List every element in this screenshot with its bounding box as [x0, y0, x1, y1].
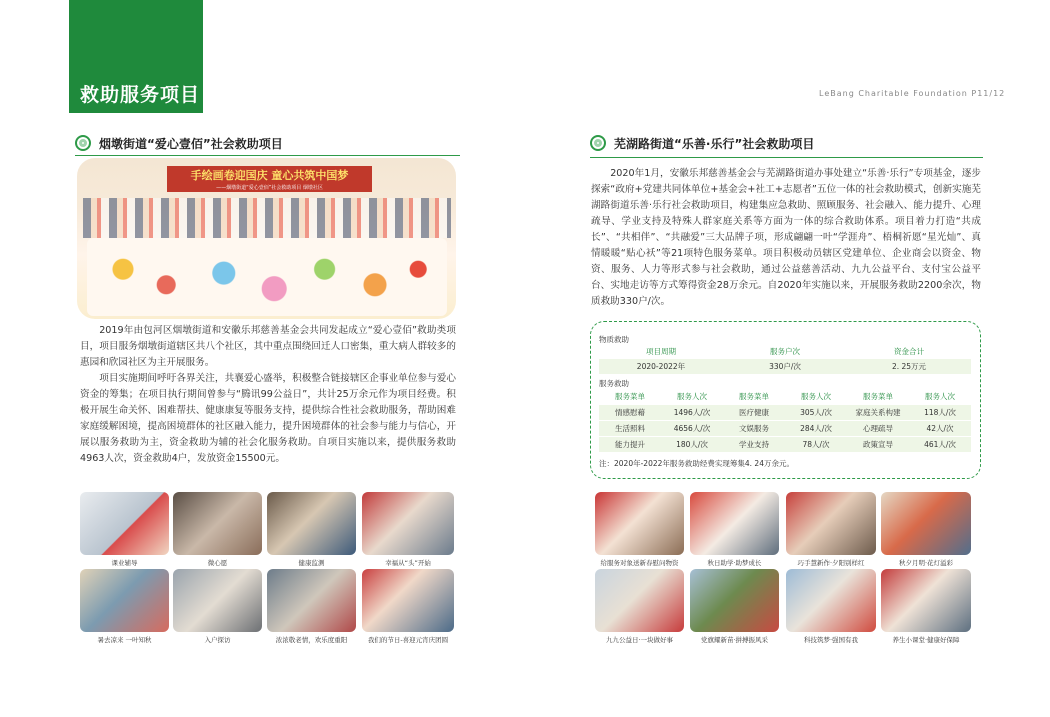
running-head: LeBang Charitable Foundation P11/12	[819, 89, 1006, 98]
right-section-heading	[590, 133, 814, 153]
service-relief-label: 服务救助	[599, 379, 629, 388]
photo-party-flag	[690, 569, 779, 632]
data-cell: 330户/次	[769, 362, 801, 371]
header-cell: 服务人次	[677, 392, 707, 401]
material-table	[599, 344, 971, 376]
material-relief-label: 物质救助	[599, 335, 629, 344]
table-note: 注：2020年-2022年服务救助经费实现筹集4. 24万余元。	[599, 459, 794, 468]
header-cell: 服务人次	[925, 392, 955, 401]
left-section-heading	[75, 133, 283, 153]
data-cell: 心理疏导	[863, 424, 893, 433]
caption: 暑去凉来 一叶知秋	[97, 636, 152, 644]
header-cell: 服务户次	[770, 347, 800, 356]
circle-bullet-icon	[75, 135, 91, 151]
photo-new-year-gifts	[595, 492, 684, 555]
photo-craft	[786, 492, 876, 555]
header-cell: 资金合计	[894, 347, 924, 356]
data-cell: 42人/次	[926, 424, 954, 433]
section-tab	[69, 0, 203, 113]
data-cell: 2. 25万元	[891, 362, 927, 371]
caption: 党旗耀新苗·拼搏振风采	[700, 636, 769, 644]
caption: 我们的节日-喜迎元宵庆团圆	[367, 636, 449, 644]
material-data-row	[599, 359, 971, 374]
children-group	[83, 198, 451, 238]
caption: 幸福从“头”开始	[385, 559, 431, 567]
circle-bullet-icon	[590, 135, 606, 151]
header-cell: 服务菜单	[739, 392, 769, 401]
data-cell: 180人/次	[676, 440, 708, 449]
data-cell: 118人/次	[924, 408, 956, 417]
right-body	[591, 166, 981, 310]
relief-stats-box	[590, 321, 981, 479]
photo-haircut	[362, 492, 454, 555]
photo-autumn	[80, 569, 169, 632]
caption: 给服务对象送新春慰问物资	[600, 559, 679, 567]
material-header-row	[599, 344, 971, 359]
table-row	[599, 421, 971, 436]
caption: 养生小课堂·健康好保障	[892, 636, 960, 644]
data-cell: 461人/次	[924, 440, 956, 449]
left-body	[80, 323, 456, 467]
data-cell: 情感慰藉	[615, 408, 645, 417]
data-cell: 学业支持	[739, 440, 769, 449]
hero-banner-sub: ——烟墩街道“爱心壹佰”社会救助项目 烟墩社区	[216, 185, 323, 191]
section-tab-title: 救助服务项目	[80, 84, 201, 106]
photo-lanterns	[881, 492, 971, 555]
photo-99-charity-day	[595, 569, 684, 632]
data-cell: 家庭关系构建	[855, 408, 901, 417]
header-cell: 服务菜单	[615, 392, 645, 401]
photo-health	[267, 492, 356, 555]
data-cell: 文娱服务	[739, 424, 769, 433]
data-cell: 4656人/次	[673, 424, 711, 433]
caption: 科技筑梦·强国有我	[803, 636, 859, 644]
table-row	[599, 437, 971, 452]
data-cell: 284人/次	[800, 424, 832, 433]
caption: 秋夕月明·花灯溢彩	[898, 559, 954, 567]
photo-elder-care	[267, 569, 356, 632]
caption: 健康监测	[298, 559, 325, 567]
right-paragraph: 2020年1月，安徽乐邦慈善基金会与芜湖路街道办事处建立“乐善·乐行”专项基金，逐步探索“政府+党建共同体单位+基金会+社工+志愿者”五位一体的社会救助模式，创新实施芜湖路街道乐善·乐行社会救助项目，构建集应急救助、照顾服务、社会融入、能力提升、心理疏导、学业支持及特殊人群家庭关系等方面为一体的综合救助体系。项目着力打造“共成长”、“共相伴”、“共融爱”三大品牌子项，形成翩翩一叶“学涯舟”、梧桐祈愿“星光灿”、真情暖暖“贴心袄”等21项特色服务菜单。项目积极动员辖区党建单位、企业商会以资金、物资、服务、人力等形式参与社会救助，通过公益慈善活动、九九公益平台、支付宝公益平台、实地走访等方式筹得资金28万余元。自2020年实施以来，开展服务救助2200余次，物质救助330户/次。	[591, 168, 981, 307]
photo-autumn-study	[690, 492, 779, 555]
data-cell: 1496人/次	[673, 408, 711, 417]
header-cell: 服务菜单	[863, 392, 893, 401]
service-header-row	[599, 389, 971, 404]
header-cell: 服务人次	[801, 392, 831, 401]
right-section-rule	[590, 157, 983, 158]
data-cell: 生活照料	[615, 424, 645, 433]
caption: 巧手慧新作·夕阳别样红	[797, 559, 865, 567]
left-paragraph-2: 项目实施期间呼吁各界关注，共襄爱心盛举，积极整合链接辖区企事业单位参与爱心资金的筹集；在项目执行期间曾参与“腾讯99公益日”，共计25万余元作为项目经费。积极开展生命关怀、困难帮扶、健康康复等服务支持，提供综合性社会救助服务，帮助困难家庭缓解困境，提高困境群体的社区融入能力，提升困境群体的社会参与能力与信心，开展以服务救助为主，资金救助为辅的社会化服务救助。自项目实施以来，提供服务救助4963人次，资金救助4户，发放资金15500元。	[80, 373, 456, 464]
caption: 入户探访	[204, 636, 231, 644]
left-section-title: 烟墩街道“爱心壹佰”社会救助项目	[99, 136, 283, 151]
caption: 课业辅导	[111, 559, 138, 567]
left-paragraph-1: 2019年由包河区烟墩街道和安徽乐邦慈善基金会共同发起成立“爱心壹佰”救助类项目，项目服务烟墩街道辖区共八个社区，其中重点围绕回迁人口密集，重大病人群较多的惠园和欣园社区为主开展服务。	[80, 325, 456, 368]
photo-lantern-festival	[362, 569, 454, 632]
photo-health-class	[881, 569, 971, 632]
hero-banner	[167, 166, 372, 192]
photo-tutoring	[80, 492, 169, 555]
hero-photo	[77, 158, 456, 319]
data-cell: 政策宣导	[863, 440, 893, 449]
right-section-title: 芜湖路街道“乐善·乐行”社会救助项目	[614, 136, 815, 151]
service-table	[599, 389, 971, 453]
header-cell: 项目周期	[646, 347, 676, 356]
caption: 秋日助学·助梦成长	[707, 559, 762, 567]
data-cell: 能力提升	[615, 440, 645, 449]
left-section-rule	[75, 155, 460, 156]
data-cell: 78人/次	[802, 440, 830, 449]
photo-home-visit	[173, 569, 262, 632]
data-cell: 305人/次	[800, 408, 832, 417]
caption: 浓浓敬老情，欢乐度重阳	[275, 636, 348, 644]
data-cell: 2020-2022年	[636, 362, 686, 371]
drawing-poster	[87, 238, 447, 316]
photo-tech-dream	[786, 569, 876, 632]
data-cell: 医疗健康	[739, 408, 769, 417]
caption: 微心愿	[207, 559, 228, 567]
hero-banner-main: 手绘画卷迎国庆 童心共筑中国梦	[190, 169, 349, 182]
caption: 九九公益日·一块做好事	[605, 636, 674, 644]
table-row	[599, 405, 971, 420]
photo-wish	[173, 492, 262, 555]
